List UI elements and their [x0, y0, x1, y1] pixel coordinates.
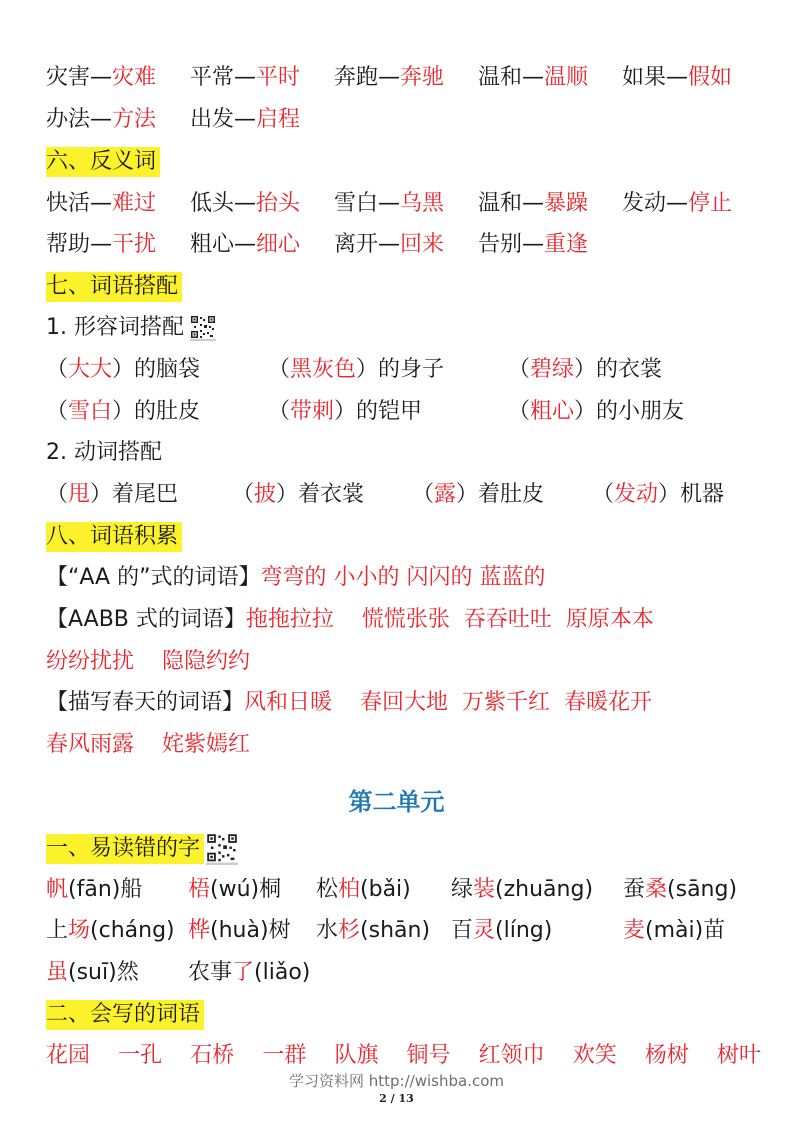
- pinyin-item: 蚕桑(sāng): [623, 877, 738, 902]
- pinyin-item: 水杉(shān): [316, 918, 431, 943]
- synonym-row-1: 灾害—灾难 平常—平时 奔跑—奔驰 温和—温顺 如果—假如: [46, 65, 733, 90]
- collocation-item: （甩）着尾巴: [46, 482, 179, 507]
- pinyin-item: 帆(fān)船: [46, 877, 143, 902]
- write-word: 石桥: [190, 1043, 235, 1068]
- adj-collocation-title: 1. 形容词搭配: [46, 313, 763, 343]
- section-heading-accumulation: 八、词语积累: [46, 522, 763, 552]
- pinyin-item: 百灵(líng): [451, 918, 553, 943]
- write-word: 一孔: [118, 1043, 163, 1068]
- hard-read-row-3: [46, 958, 763, 988]
- write-word: 一群: [262, 1043, 307, 1068]
- aabb-words-row-1: 【AABB 式的词语】拖拖拉拉 慌慌张张 吞吞吐吐 原原本本: [46, 607, 654, 632]
- qr-code-icon: [206, 833, 238, 865]
- pinyin-item: 桦(huà)树: [188, 918, 291, 943]
- pinyin-item: 梧(wú)桐: [188, 877, 282, 902]
- collocation-item: （发动）机器: [592, 482, 725, 507]
- pinyin-item: 绿装(zhuāng): [451, 877, 594, 902]
- write-word: 红领巾: [478, 1043, 545, 1068]
- write-word: 队旗: [334, 1043, 379, 1068]
- synonym-row-2: 办法—方法 出发—启程: [46, 107, 301, 132]
- antonym-row-2: 帮助—干扰 粗心—细心 离开—回来 告别—重逢: [46, 232, 589, 257]
- unit-title: 第二单元: [348, 788, 445, 816]
- aa-words-row: 【“AA 的”式的词语】弯弯的 小小的 闪闪的 蓝蓝的: [46, 565, 546, 590]
- collocation-item: （披）着衣裳: [232, 482, 365, 507]
- collocation-item: （露）着肚皮: [412, 482, 545, 507]
- write-word: 花园: [46, 1043, 91, 1068]
- pinyin-item: 松柏(bǎi): [316, 877, 411, 902]
- spring-words-row-2: 春风雨露 姹紫嫣红: [46, 732, 250, 757]
- hard-read-row-1: [46, 875, 763, 905]
- write-word: 杨树: [644, 1043, 689, 1068]
- adj-collocation-row-2: [46, 397, 763, 427]
- collocation-item: （碧绿）的衣裳: [508, 357, 663, 382]
- aabb-words-row-2: 纷纷扰扰 隐隐约约: [46, 649, 250, 674]
- page-number: 2 / 13: [379, 1092, 414, 1105]
- pinyin-item: 麦(mài)苗: [623, 918, 726, 943]
- collocation-item: （雪白）的肚皮: [46, 399, 201, 424]
- write-word: 欢笑: [572, 1043, 617, 1068]
- collocation-item: （带刺）的铠甲: [268, 399, 423, 424]
- collocation-item: （黑灰色）的身子: [268, 357, 445, 382]
- write-word: 树叶: [716, 1043, 761, 1068]
- spring-words-row-1: 【描写春天的词语】风和日暖 春回大地 万紫千红 春暖花开: [46, 690, 652, 715]
- collocation-item: （大大）的脑袋: [46, 357, 201, 382]
- section-heading-collocation: 七、词语搭配: [46, 272, 763, 302]
- write-words-row: [46, 1041, 761, 1071]
- verb-collocation-row: [46, 480, 763, 510]
- hard-read-row-2: [46, 916, 763, 946]
- pinyin-item: 虽(suī)然: [46, 960, 139, 985]
- antonym-row-1: 快活—难过 低头—抬头 雪白—乌黑 温和—暴躁 发动—停止: [46, 191, 733, 216]
- verb-collocation-title: 2. 动词搭配: [46, 440, 162, 465]
- write-word: 铜号: [406, 1043, 451, 1068]
- footer-watermark: 学习资料网 http://wishba.com: [289, 1072, 504, 1090]
- pinyin-item: 农事了(liǎo): [188, 960, 311, 985]
- section-heading-write-words: 二、会写的词语: [46, 1000, 763, 1030]
- qr-code-icon: [190, 315, 216, 341]
- collocation-item: （粗心）的小朋友: [508, 399, 685, 424]
- pinyin-item: 上场(cháng): [46, 918, 175, 943]
- section-heading-antonyms: 六、反义词: [46, 147, 763, 177]
- adj-collocation-row-1: [46, 355, 763, 385]
- section-heading-hard-read: 一、易读错的字: [46, 833, 763, 865]
